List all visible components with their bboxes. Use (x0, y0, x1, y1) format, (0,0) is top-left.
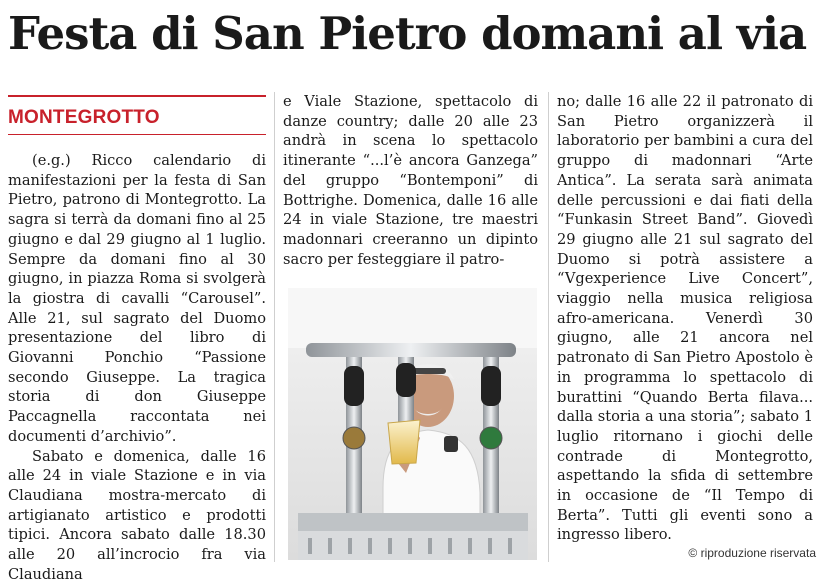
topic-label: MONTEGROTTO (8, 107, 160, 128)
article-photo (288, 288, 537, 560)
topic-underline (8, 134, 266, 135)
article-column-1 (8, 151, 266, 584)
paragraph-3: e Viale Stazione, spettacolo di danze country; dalle 20 alle 23 andrà in scena lo spettacolo itinerante “...l’è ancora Ganzega” del gruppo “Bontemponi” di Bottrighe. Domenica, dalle 16 alle 24 in viale Stazione, tre maestri madonnari creeranno un dipinto sacro per festeggiare il patro- (283, 93, 538, 268)
paragraph-2: Sabato e domenica, dalle 16 alle 24 in viale Stazione e in via Claudiana mostra-mercato di artigianato artistico e prodotti tipici. Ancora sabato dalle 18.30 alle 20 all’incrocio fra via Claudiana (8, 447, 266, 583)
column-divider (274, 92, 275, 562)
paragraph-1: (e.g.) Ricco calendario di manifestazioni per la festa di San Pietro, patrono di Montegrotto. La sagra si terrà da domani fino al 25 giugno e dal 29 giugno al 1 luglio. Sempre da domani fino al 30 giugno, in piazza Roma si svolgerà la giostra di cavalli “Carousel”. Alle 21, sul sagrato del Duomo presentazione del libro di Giovanni Ponchio “Passione secondo Giuseppe. La tragica storia di don Giuseppe Paccagnella raccontata nei documenti d’archivio”. (8, 152, 266, 445)
headline: Festa di San Pietro domani al via (8, 7, 807, 60)
article-column-2 (283, 92, 538, 269)
column-divider (548, 92, 549, 562)
article-column-3 (557, 92, 813, 545)
paragraph-4: no; dalle 16 alle 22 il patronato di San Pietro organizzerà il laboratorio per bambini a cura del gruppo di madonnari “Arte Antica”. La serata sarà animata delle percussioni e dai fiati della “Funkasin Street Band”. Giovedì 29 giugno alle 21 sul sagrato del Duomo si potrà assistere a “Vgexperience Live Concert”, viaggio nella musica religiosa afro-americana. Venerdì 30 giugno, alle 21 ancora nel patronato di San Pietro Apostolo è in programma lo spettacolo di burattini “Quando Berta filava... dalla storia a una storia”; sabato 1 luglio ritornano i giochi delle contrade di Montegrotto, aspettando la sfida di settembre in occasione de “Il Tempo di Berta”. Tutti gli eventi sono a ingresso libero. (557, 93, 813, 544)
copyright-notice: © riproduzione riservata (688, 546, 816, 560)
topic-top-rule (8, 95, 266, 97)
